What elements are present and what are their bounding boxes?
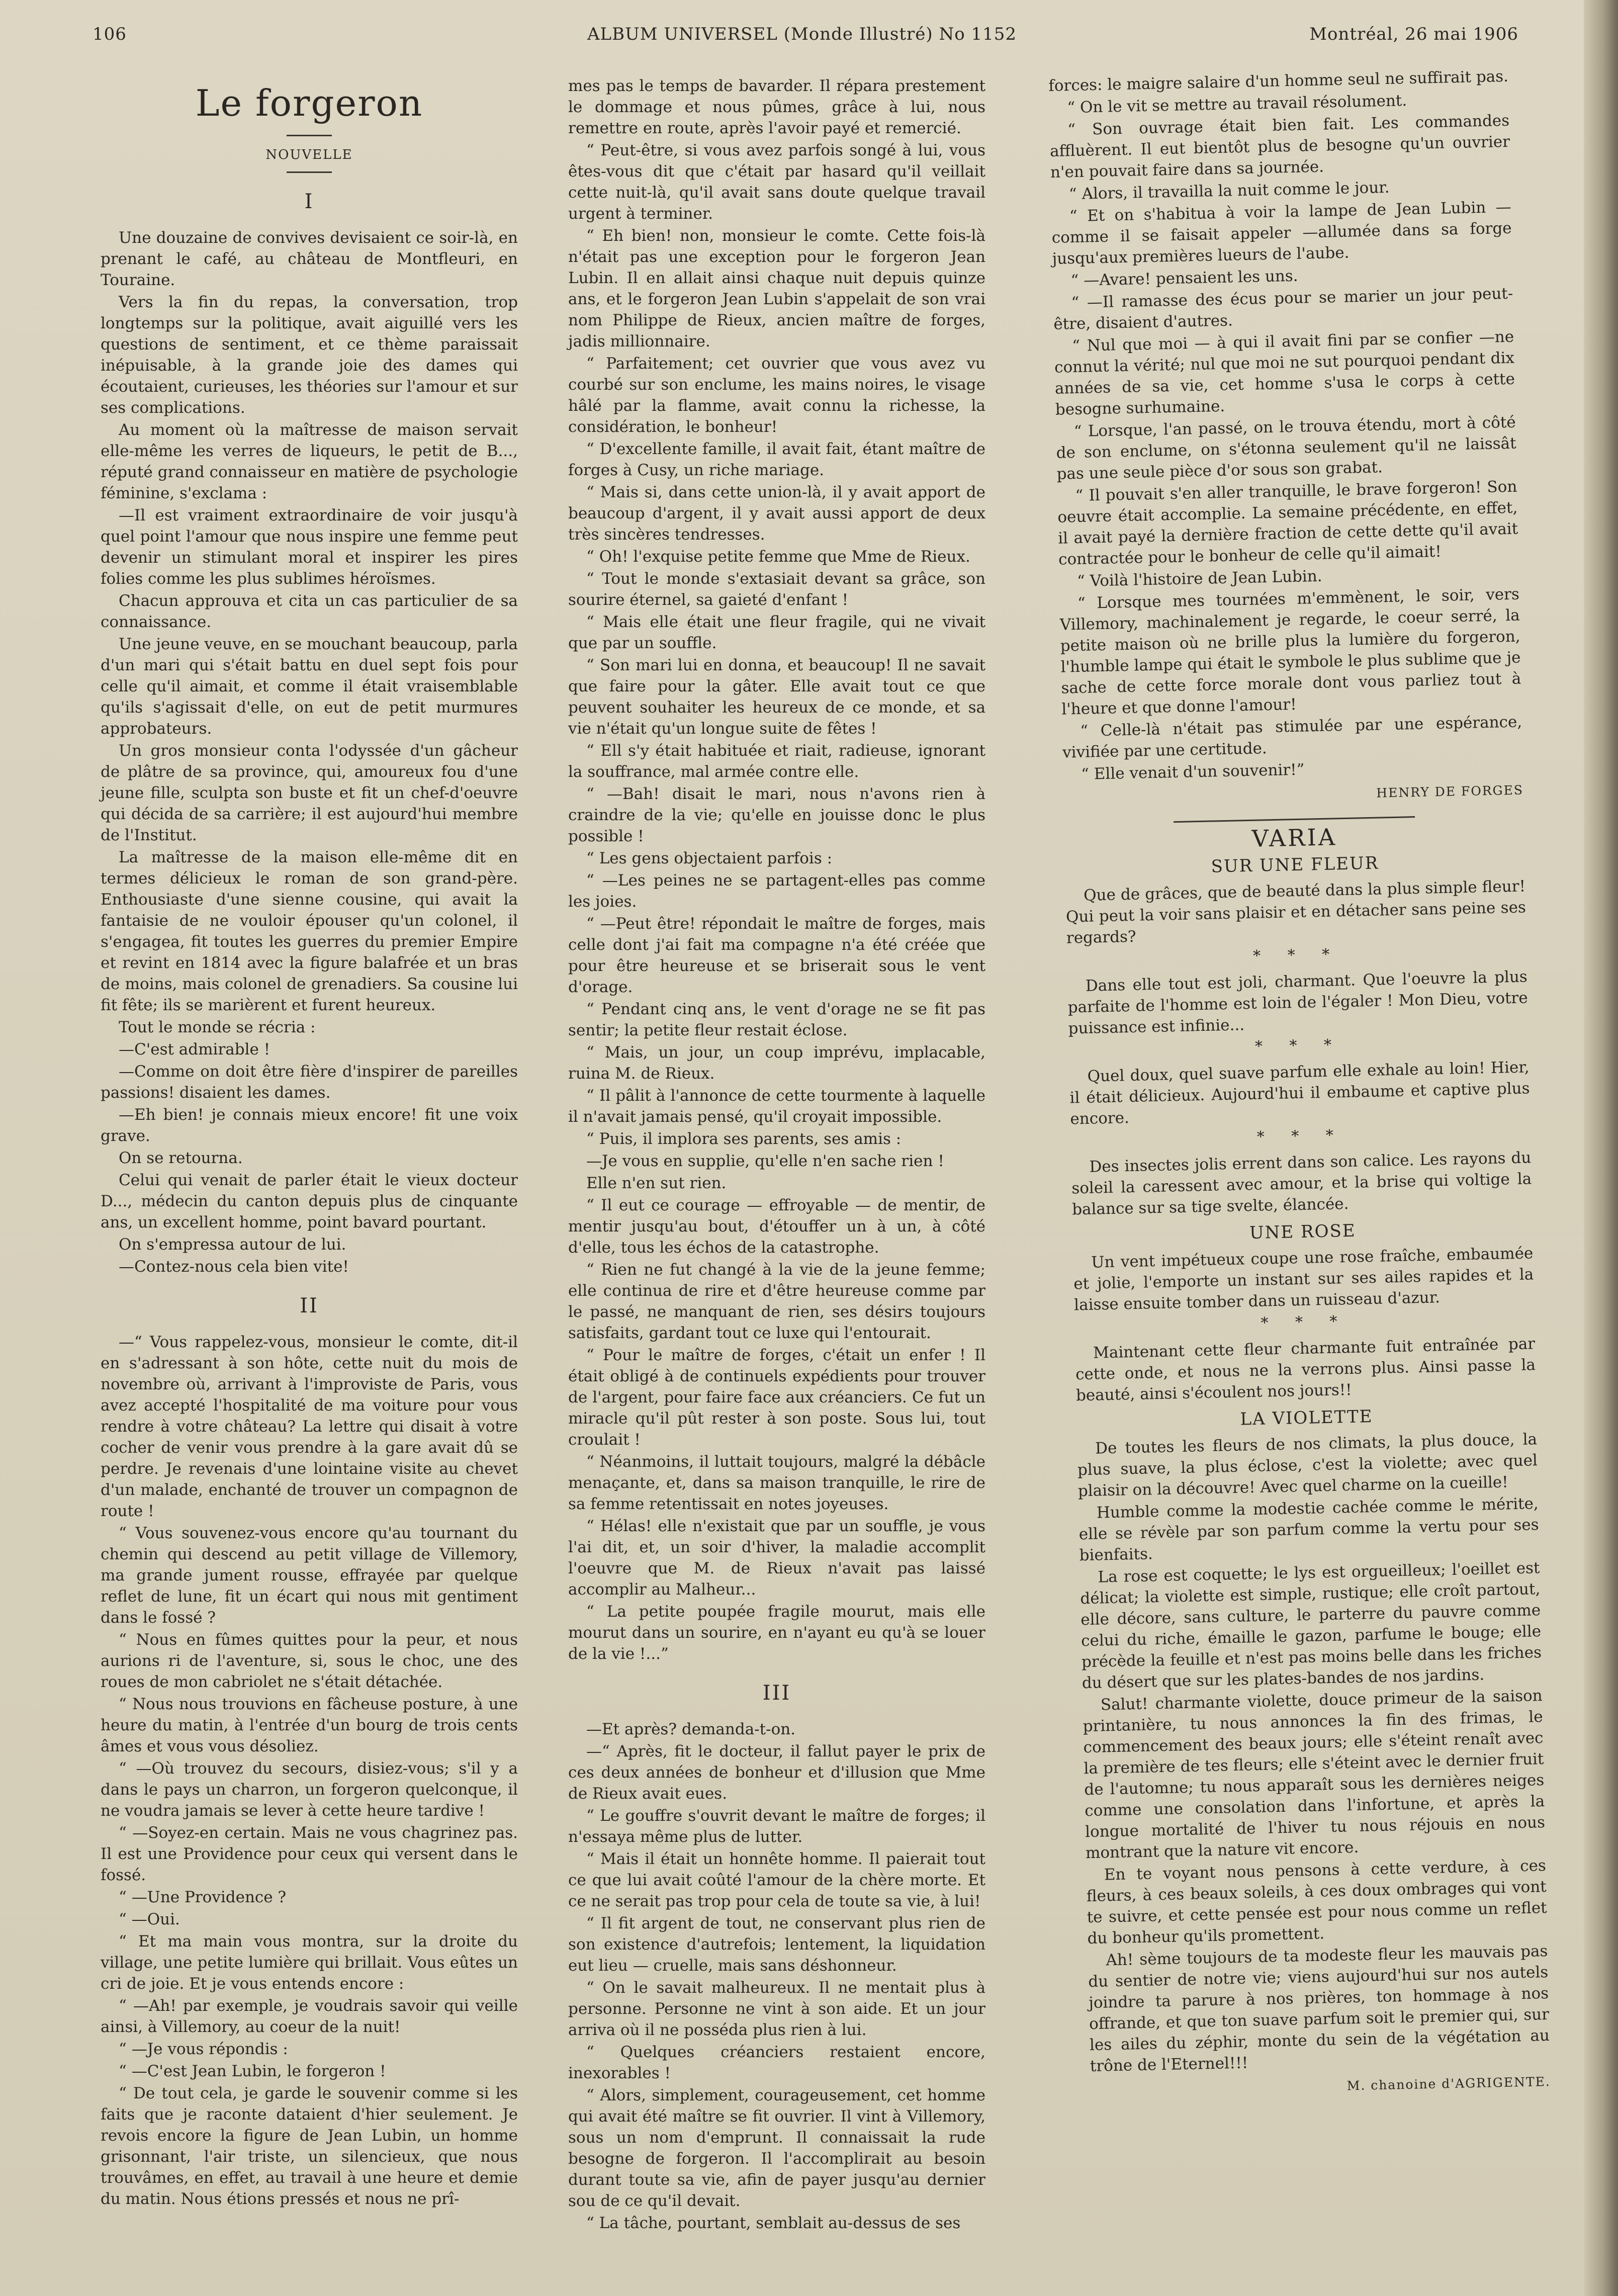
paragraph: Tout le monde se récria : xyxy=(119,1018,316,1036)
paragraph: “ Nous nous trouvions en fâcheuse posture, à une heure du matin, à l'entrée d'un bourg de trois cents âmes et vous vous désoliez. xyxy=(101,1695,518,1755)
paragraph: “ Alors, simplement, courageusement, cet homme qui avait été maître se fit ouvrier. Il vint à Villemory, sous un nom d'emprunt. Il connaissait la rude besogne de forgeron. Il l'accomplirait au besoin durant toute sa vie, afin de payer jusqu'au dernier sou de ce qu'il devait. xyxy=(568,2086,985,2210)
paragraph: “ Son mari lui en donna, et beaucoup! Il ne savait que faire pour la gâter. Elle avait tout ce que peuvent souhaiter les heureux de ce monde, et sa vie n'était qu'un longue suite de fêtes ! xyxy=(568,656,985,738)
paragraph: “ Voilà l'histoire de Jean Lubin. xyxy=(1076,567,1322,591)
varia-subhead-rose: UNE ROSE xyxy=(1249,1220,1356,1244)
paragraph: “ Elle venait d'un souvenir!” xyxy=(1081,760,1305,783)
story-author: HENRY DE FORGES xyxy=(1376,782,1524,801)
story-genre-label: NOUVELLE xyxy=(265,147,353,162)
paragraph: “ Mais si, dans cette union-là, il y avait apport de beaucoup d'argent, il y avait aussi apport de deux très sincères tendresses. xyxy=(568,483,985,544)
paragraph: Elle n'en sut rien. xyxy=(586,1174,727,1192)
paragraph: “ Puis, il implora ses parents, ses amis : xyxy=(586,1130,902,1148)
paragraph: “ —Une Providence ? xyxy=(119,1888,287,1906)
paragraph: “ Pendant cinq ans, le vent d'orage ne se fit pas sentir; la petite fleur restait éclose. xyxy=(568,1000,985,1039)
paragraph: —Il est vraiment extraordinaire de voir jusqu'à quel point l'amour que nous inspire une femme peut devenir un stimulant moral et inspirer les pires folies comme les plus sublimes héroïsmes. xyxy=(101,506,518,588)
paragraph: “ Mais il était un honnête homme. Il paierait tout ce que lui avait coûté l'amour de la chère morte. Et ce ne serait pas trop pour cela de toute sa vie, à lui! xyxy=(568,1850,985,1910)
paragraph: “ Il fit argent de tout, ne conservant plus rien de son existence d'autrefois; lentement, la liquidation eut lieu — cruelle, mais sans déshonneur. xyxy=(568,1914,985,1975)
paragraph: On s'empressa autour de lui. xyxy=(119,1235,346,1254)
paragraph: Humble comme la modestie cachée comme le mérite, elle se révèle par son parfum comme la vertu pour ses bienfaits. xyxy=(1078,1494,1539,1565)
varia-subhead-violette: LA VIOLETTE xyxy=(1240,1406,1373,1430)
paragraph: “ —Il ramasse des écus pour se marier un jour peut-être, disaient d'autres. xyxy=(1053,284,1513,333)
paragraph: Un gros monsieur conta l'odyssée d'un gâcheur de plâtre de sa province, qui, amoureux fou d'une jeune fille, sculpta son buste et fit un chef-d'oeuvre qui décida de sa carrière; il est aujourd'hui membre de l'Institut. xyxy=(101,742,518,844)
paragraph: —Contez-nous cela bien vite! xyxy=(119,1258,349,1276)
paragraph: “ Les gens objectaient parfois : xyxy=(586,849,833,867)
paragraph: “ —Peut être! répondait le maître de forges, mais celle dont j'ai fait ma compagne n'a été créée que pour être heureuse et se briserait sous le vent d'orage. xyxy=(568,915,985,996)
paragraph: On se retourna. xyxy=(119,1149,243,1167)
page-number: 106 xyxy=(93,24,127,44)
paragraph: “ Eh bien! non, monsieur le comte. Cette fois-là n'était pas une exception pour le forgeron Jean Lubin. Il en allait ainsi chaque nuit depuis quinze ans, et le forgeron Jean Lubin s'appelait de son vrai nom Philippe de Rieux, ancien maître de forges, jadis millionnaire. xyxy=(568,227,985,350)
paragraph: “ Lorsque, l'an passé, on le trouva étendu, mort à côté de son enclume, on s'étonna seulement qu'il ne laissât pas une seule pièce d'or sous son grabat. xyxy=(1056,413,1516,483)
paragraph: “ Celle-là n'était pas stimulée par une espérance, vivifiée par une certitude. xyxy=(1062,713,1522,762)
paragraph: “ La tâche, pourtant, semblait au-dessus de ses xyxy=(586,2214,961,2232)
paragraph: “ Vous souvenez-vous encore qu'au tournant du chemin qui descend au petit village de Villemory, ma grande jument rousse, effrayée par quelque reflet de lune, fit un écart qui nous mit gentiment dans le fossé ? xyxy=(101,1524,518,1627)
paragraph: De toutes les fleurs de nos climats, la plus douce, la plus suave, la plus éclose, c'est la violette; avec quel plaisir on la découvre! Avec quel charme on la cueille! xyxy=(1077,1430,1538,1500)
paragraph: “ Hélas! elle n'existait que par un souffle, je vous l'ai dit, et, un soir d'hiver, la maladie accomplit l'oeuvre que M. de Rieux n'avait pas laissé accomplir au Malheur... xyxy=(568,1517,985,1599)
paragraph: “ Son ouvrage était bien fait. Les commandes affluèrent. Il eut bientôt plus de besogne qu'un ouvrier n'en pouvait faire dans sa journée. xyxy=(1049,111,1510,182)
section-heading-3: III xyxy=(762,1682,791,1705)
paragraph: —Je vous en supplie, qu'elle n'en sache rien ! xyxy=(586,1152,944,1170)
paragraph: “ D'excellente famille, il avait fait, étant maître de forges à Cusy, un riche mariage. xyxy=(568,440,985,479)
paragraph: Au moment où la maîtresse de maison servait elle-même les verres de liqueurs, le petit de B..., réputé grand connaisseur en matière de psychologie féminine, s'exclama : xyxy=(101,421,518,502)
paragraph: “ —Où trouvez du secours, disiez-vous; s'il y a dans le pays un charron, un forgeron quelconque, il ne voudra jamais se lever à cette heure tardive ! xyxy=(101,1759,518,1820)
paragraph: “ Peut-être, si vous avez parfois songé à lui, vous êtes-vous dit que c'était par hasard qu'il veillait cette nuit-là, qu'il avait sans doute quelque travail urgent à terminer. xyxy=(568,141,985,223)
paragraph: Maintenant cette fleur charmante fuit entraînée par cette onde, et nous ne la verrons plus. Ainsi passe la beauté, ainsi s'écoulent nos jours!! xyxy=(1075,1335,1536,1405)
paragraph: Un vent impétueux coupe une rose fraîche, embaumée et jolie, l'emporte un instant sur ses ailes rapides et la laisse ensuite tomber dans un ruisseau d'azur. xyxy=(1073,1244,1534,1314)
column-middle xyxy=(568,75,985,2235)
paragraph: “ Lorsque mes tournées m'emmènent, le soir, vers Villemory, machinalement je regarde, le coeur serré, la petite maison où ne brille plus la lumière du forgeron, l'humble lampe qui était le symbole le plus sublime que je sache de cette force morale dont vous parliez tout à l'heure et que donne l'amour! xyxy=(1059,585,1521,719)
paragraph: Quel doux, quel suave parfum elle exhale au loin! Hier, il était délicieux. Aujourd'hui il embaume et captive plus encore. xyxy=(1069,1058,1530,1128)
paragraph: Chacun approuva et cita un cas particulier de sa connaissance. xyxy=(101,592,518,631)
paragraph: “ Alors, il travailla la nuit comme le jour. xyxy=(1068,178,1390,204)
publication-title: ALBUM UNIVERSEL (Monde Illustré) No 1152 xyxy=(587,24,1017,44)
paragraph: “ On le vit se mettre au travail résolument. xyxy=(1066,92,1407,117)
paragraph: “ Ell s'y était habituée et riait, radieuse, ignorant la souffrance, mal armée contre elle. xyxy=(568,742,985,781)
paragraph: “ Il pouvait s'en aller tranquille, le brave forgeron! Son oeuvre était accomplie. La semaine précédente, en effet, il avait payé la dernière fraction de cette dette qu'il avait contractée pour le bonheur de celle qu'il aimait! xyxy=(1057,477,1518,569)
paragraph: “ Et on s'habitua à voir la lampe de Jean Lubin — comme il se faisait appeler —allumée dans sa forge jusqu'aux premières lueurs de l'aube. xyxy=(1051,198,1512,268)
paragraph: Salut! charmante violette, douce primeur de la saison printanière, tu nous annonces la fin des frimas, le commencement des beaux jours; elle s'éteint renaît avec la première de tes fleurs; elle s'éteint avec le dernier fruit de l'automne; tu nous apparaît sous les dernières neiges comme une consolation dans l'infortune, et après la longue mortalité de l'hiver tu nous réjouis en nous montrant que la nature vit encore. xyxy=(1083,1687,1546,1863)
paragraph: “ Et ma main vous montra, sur la droite du village, une petite lumière qui brillait. Vous eûtes un cri de joie. Et je vous entends encore : xyxy=(101,1932,518,1993)
paragraph: “ Il pâlit à l'annonce de cette tourmente à laquelle il n'avait jamais pensé, qu'il croyait impossible. xyxy=(568,1087,985,1126)
paragraph: Dans elle tout est joli, charmant. Que l'oeuvre la plus parfaite de l'homme est loin de l'égaler ! Mon Dieu, votre puissance est infinie... xyxy=(1067,967,1529,1038)
paragraph: —“ Vous rappelez-vous, monsieur le comte, dit-il en s'adressant à son hôte, cette nuit du mois de novembre où, arrivant à l'improviste de Paris, vous avez accepté l'hospitalité de ma voiture pour vous rendre à votre château? La lettre qui disait à votre cocher de venir vous prendre à la gare avait dû se perdre. Je revenais d'une lointaine visite au chevet d'un malade, enchanté de trouver un compagnon de route ! xyxy=(101,1333,518,1520)
paragraph: “ —Avare! pensaient les uns. xyxy=(1070,267,1298,290)
issue-date: Montréal, 26 mai 1906 xyxy=(1309,24,1518,44)
paragraph: “ De tout cela, je garde le souvenir comme si les faits que je raconte dataient d'hier seulement. Je revois encore la figure de Jean Lubin, un homme grisonnant, l'air triste, un silencieux, que nous trouvâmes, en effet, au travail à une heure et demie du matin. Nous étions pressés et nous ne prî- xyxy=(101,2084,518,2208)
label-rule xyxy=(287,171,332,173)
paragraph: “ Rien ne fut changé à la vie de la jeune femme; elle continua de rire et d'être heureuse comme par le passé, ne manquant de rien, ses désirs toujours satisfaits, gardant tout ce luxe qui l'entourait. xyxy=(568,1261,985,1342)
paragraph: Que de grâces, que de beauté dans la plus simple fleur! Qui peut la voir sans plaisir et en détacher sans peine ses regards? xyxy=(1065,877,1526,947)
paragraph: “ Il eut ce courage — effroyable — de mentir, de mentir jusqu'au bout, d'étouffer un à un, à côté d'elle, tous les échos de la catastrophe. xyxy=(568,1196,985,1257)
paragraph: Une douzaine de convives devisaient ce soir-là, en prenant le café, au château de Montfleuri, en Touraine. xyxy=(101,229,518,289)
paragraph: “ Le gouffre s'ouvrit devant le maître de forges; il n'essaya même plus de lutter. xyxy=(568,1807,985,1846)
paragraph: Ah! sème toujours de ta modeste fleur les mauvais pas du sentier de notre vie; viens aujourd'hui sur nos autels joindre ta parure à nos prières, ton hommage à nos offrande, et que ton suave parfum soit le premier qui, sur les ailes du zéphir, monte du sein de la végétation au trône de l'Eternel!!! xyxy=(1088,1942,1550,2076)
paragraph: En te voyant nous pensons à cette verdure, à ces fleurs, à ces beaux soleils, à ces doux ombrages qui vont te suivre, et cette pensée est pour nous comme un reflet du bonheur qu'ils promettent. xyxy=(1086,1857,1547,1948)
paragraph: “ —Soyez-en certain. Mais ne vous chagrinez pas. Il est une Providence pour ceux qui versent dans le fossé. xyxy=(101,1824,518,1884)
paragraph: “ Tout le monde s'extasiait devant sa grâce, son sourire éternel, sa gaieté d'enfant ! xyxy=(568,570,985,609)
section-heading-1: I xyxy=(304,190,314,213)
paragraph: Une jeune veuve, en se mouchant beaucoup, parla d'un mari qui s'était battu en duel sept fois pour celle qu'il aimait, et comme il était vraisemblable qu'ils s'agissait d'elle, on eut de petit murmures approbateurs. xyxy=(101,635,518,738)
story-title: Le forgeron xyxy=(195,82,423,124)
paragraph: “ La petite poupée fragile mourut, mais elle mourut dans un sourire, en n'ayant eu qu'à se louer de la vie !...” xyxy=(568,1603,985,1663)
paragraph: “ —Ah! par exemple, je voudrais savoir qui veille ainsi, à Villemory, au coeur de la nuit! xyxy=(101,1997,518,2036)
paragraph: “ Néanmoins, il luttait toujours, malgré la débâcle menaçante, et, dans sa maison tranquille, le rire de sa femme retentissait en notes joyeuses. xyxy=(568,1453,985,1513)
stars-separator: * * * xyxy=(1254,1036,1343,1055)
paragraph: —Et après? demanda-t-on. xyxy=(586,1720,796,1738)
paragraph: “ Parfaitement; cet ouvrier que vous avez vu courbé sur son enclume, les mains noires, le visage hâlé par la flamme, avait connu la richesse, la considération, le bonheur! xyxy=(568,355,985,436)
section-heading-2: II xyxy=(300,1294,319,1317)
paragraph: —Eh bien! je connais mieux encore! fit une voix grave. xyxy=(101,1106,518,1145)
column-left xyxy=(101,75,518,2211)
paragraph: La rose est coquette; le lys est orgueilleux; l'oeillet est délicat; la violette est simple, rustique; elle croît partout, elle décore, sans culture, le parterre du pauvre comme celui du riche, émaille le gazon, parfume le bouge; elle précède la feuille et n'est pas moins belle dans les friches du désert que sur les plates-bandes de nos jardins. xyxy=(1080,1559,1542,1693)
paragraph: forces: le maigre salaire d'un homme seul ne suffirait pas. xyxy=(1048,67,1509,95)
paragraph: Celui qui venait de parler était le vieux docteur D..., médecin du canton depuis plus de cinquante ans, un excellent homme, point bavard pourtant. xyxy=(101,1171,518,1231)
paragraph: —Comme on doit être fière d'inspirer de pareilles passions! disaient les dames. xyxy=(101,1063,518,1102)
stars-separator: * * * xyxy=(1256,1126,1345,1146)
paragraph: mes pas le temps de bavarder. Il répara prestement le dommage et nous pûmes, grâce à lui, nous remettre en route, après l'avoir payé et remercié. xyxy=(568,77,985,137)
title-rule xyxy=(287,135,332,136)
paragraph: La maîtresse de la maison elle-même dit en termes délicieux le roman de son grand-père. Enthousiaste d'une sienne cousine, qui avait la fantaisie de ne vouloir épouser qu'un colonel, il s'engagea, fit toutes les guerres du premier Empire et revint en 1814 avec la figure balafrée et un bras de moins, mais colonel de grenadiers. Sa cousine lui fit fête; ils se marièrent et furent heureux. xyxy=(101,848,518,1014)
paragraph: “ Quelques créanciers restaient encore, inexorables ! xyxy=(568,2043,985,2082)
binding-shadow xyxy=(1584,0,1618,2296)
paragraph: Des insectes jolis errent dans son calice. Les rayons du soleil la caressent avec amour, et la brise qui voltige la balance sur sa tige svelte, élancée. xyxy=(1071,1149,1532,1219)
paragraph: “ Oh! l'exquise petite femme que Mme de Rieux. xyxy=(586,548,970,566)
paragraph: “ —C'est Jean Lubin, le forgeron ! xyxy=(119,2062,386,2080)
paragraph: “ —Bah! disait le mari, nous n'avons rien à craindre de la vie; qu'elle en jouisse donc le plus possible ! xyxy=(568,785,985,845)
varia-title: VARIA xyxy=(1251,823,1337,852)
paragraph: “ —Je vous répondis : xyxy=(119,2040,288,2058)
paragraph: “ On le savait malheureux. Il ne mentait plus à personne. Personne ne vint à son aide. Et un jour arriva où il ne posséda plus rien à lui. xyxy=(568,1979,985,2039)
varia-author: M. chanoine d'AGRIGENTE. xyxy=(1346,2074,1551,2093)
varia-rule xyxy=(1174,816,1415,823)
paragraph: —C'est admirable ! xyxy=(119,1040,271,1058)
paragraph: “ Mais, un jour, un coup imprévu, implacable, ruina M. de Rieux. xyxy=(568,1043,985,1083)
paragraph: “ —Oui. xyxy=(119,1910,180,1928)
column-right-content xyxy=(1048,66,1551,2102)
column-right xyxy=(1048,67,1551,2112)
varia-subhead-flower: SUR UNE FLEUR xyxy=(1211,853,1379,877)
running-header xyxy=(85,24,1518,54)
paragraph: “ Nous en fûmes quittes pour la peur, et nous aurions ri de l'aventure, si, sous le choc, une des roues de mon cabriolet ne s'était détachée. xyxy=(101,1631,518,1691)
paragraph: “ Pour le maître de forges, c'était un enfer ! Il était obligé à de continuels expédients pour trouver de l'argent, pour faire face aux créanciers. Ce fut un miracle qu'il pût rester à son poste. Sous lui, tout croulait ! xyxy=(568,1346,985,1449)
paragraph: “ Nul que moi — à qui il avait fini par se confier —ne connut la vérité; nul que moi ne sut pourquoi pendant dix années de sa vie, cet homme s'usa le corps à cette besogne surhumaine. xyxy=(1054,327,1515,419)
paragraph: —“ Après, fit le docteur, il fallut payer le prix de ces deux années de bonheur et d'illusion que Mme de Rieux avait eues. xyxy=(568,1742,985,1803)
paragraph: “ Mais elle était une fleur fragile, qui ne vivait que par un souffle. xyxy=(568,613,985,652)
stars-separator: * * * xyxy=(1252,945,1341,965)
paragraph: “ —Les peines ne se partagent-elles pas comme les joies. xyxy=(568,871,985,911)
paragraph: Vers la fin du repas, la conversation, trop longtemps sur la politique, avait aiguillé vers les questions de sentiment, et ce thème paraissait inépuisable, à la grande joie des dames qui écoutaient, curieuses, les théories sur l'amour et sur ses complications. xyxy=(101,293,518,417)
stars-separator: * * * xyxy=(1261,1312,1349,1332)
